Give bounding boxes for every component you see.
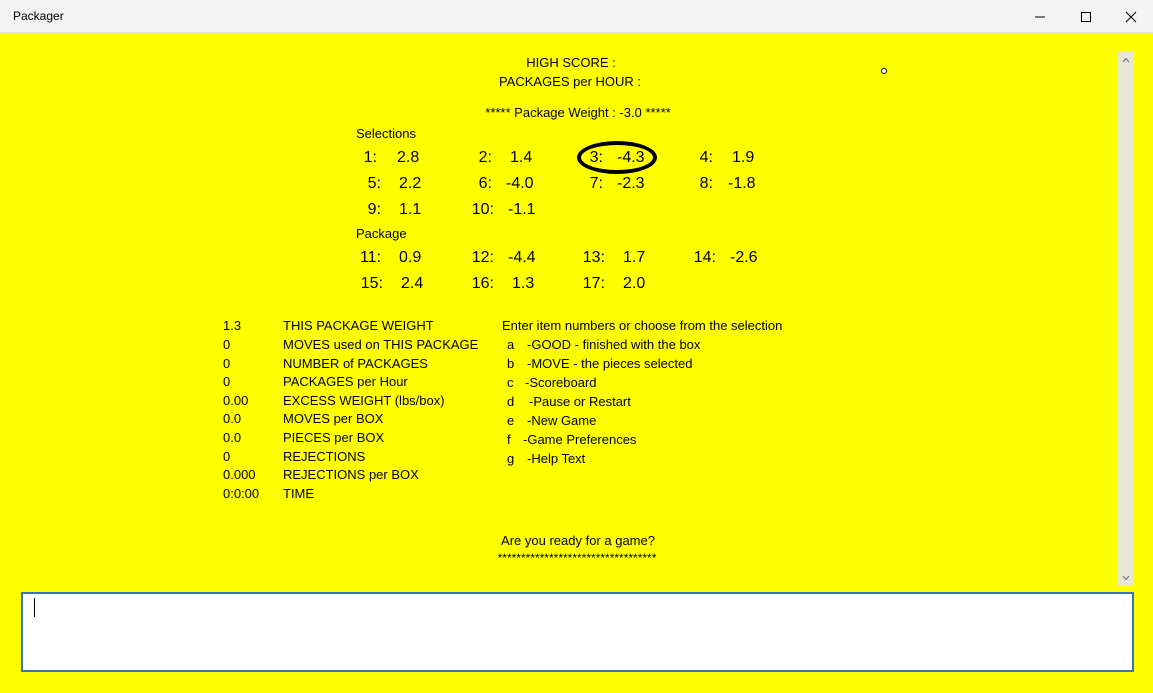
mouse-pointer-icon — [881, 68, 887, 74]
selection-value[interactable]: 2.2 — [399, 175, 422, 192]
package-value[interactable]: 2.4 — [401, 275, 424, 292]
stat-value: 1.3 — [223, 318, 242, 333]
stars-divider: ********************************** — [497, 551, 657, 565]
stat-value: 0 — [223, 356, 231, 371]
stat-value: 0.0 — [223, 430, 242, 445]
package-label: Package — [356, 226, 407, 241]
menu-option-preferences[interactable]: -Game Preferences — [523, 432, 637, 447]
package-number: 12: — [471, 249, 494, 266]
selection-number: 10: — [471, 201, 494, 218]
ready-prompt: Are you ready for a game? — [501, 533, 655, 548]
chevron-down-icon — [1122, 575, 1130, 581]
selection-value[interactable]: -2.3 — [617, 175, 645, 192]
package-value[interactable]: 1.7 — [623, 249, 646, 266]
maximize-icon — [1080, 11, 1092, 23]
package-value[interactable]: 2.0 — [623, 275, 646, 292]
menu-key: d — [507, 394, 515, 409]
stat-label: THIS PACKAGE WEIGHT — [283, 318, 434, 333]
selection-value[interactable]: -4.3 — [617, 149, 645, 166]
title-bar — [0, 0, 1153, 33]
package-number: 16: — [471, 275, 494, 292]
stat-value: 0.00 — [223, 393, 249, 408]
stat-label: TIME — [283, 486, 315, 501]
package-value[interactable]: 0.9 — [399, 249, 422, 266]
maximize-button[interactable] — [1063, 0, 1109, 33]
package-number: 11: — [359, 249, 381, 266]
stat-value: 0 — [223, 337, 231, 352]
selection-value[interactable]: -1.1 — [508, 201, 536, 218]
stat-label: EXCESS WEIGHT (lbs/box) — [283, 393, 445, 408]
high-score-label: HIGH SCORE : — [526, 55, 616, 70]
menu-key: a — [507, 337, 515, 352]
command-input[interactable] — [21, 592, 1134, 672]
menu-option-good[interactable]: -GOOD - finished with the box — [527, 337, 701, 352]
stat-label: MOVES used on THIS PACKAGE — [283, 337, 479, 352]
package-value[interactable]: 1.3 — [512, 275, 535, 292]
menu-key: f — [507, 432, 511, 447]
menu-key: b — [507, 356, 515, 371]
window-title: Packager — [13, 9, 64, 23]
stat-label: REJECTIONS per BOX — [283, 467, 419, 482]
package-number: 13: — [582, 249, 605, 266]
selection-value[interactable]: 1.4 — [510, 149, 533, 166]
stat-value: 0.000 — [223, 467, 256, 482]
selection-value[interactable]: 1.1 — [399, 201, 422, 218]
selection-value[interactable]: -1.8 — [728, 175, 756, 192]
menu-option-help[interactable]: -Help Text — [527, 451, 586, 466]
chevron-up-icon — [1122, 57, 1130, 63]
minimize-button[interactable] — [1017, 0, 1063, 33]
selection-value[interactable]: 1.9 — [732, 149, 755, 166]
close-icon — [1125, 11, 1137, 23]
scrollbar[interactable] — [1118, 52, 1134, 586]
selection-number: 8: — [699, 175, 713, 192]
menu-option-scoreboard[interactable]: -Scoreboard — [525, 375, 597, 390]
selected-item-highlight — [577, 141, 657, 174]
packages-per-hour-label: PACKAGES per HOUR : — [498, 74, 642, 89]
menu-option-move[interactable]: -MOVE - the pieces selected — [527, 356, 693, 371]
package-value[interactable]: -2.6 — [730, 249, 758, 266]
stat-value: 0.0 — [223, 411, 242, 426]
menu-key: g — [507, 451, 515, 466]
selection-number: 1: — [363, 149, 377, 166]
selection-value[interactable]: -4.0 — [506, 175, 534, 192]
selection-number: 7: — [589, 175, 603, 192]
stat-label: REJECTIONS — [283, 449, 366, 464]
selection-number: 3: — [589, 149, 603, 166]
scroll-down-button[interactable] — [1118, 571, 1134, 585]
menu-option-pause[interactable]: -Pause or Restart — [529, 394, 631, 409]
selection-number: 4: — [699, 149, 713, 166]
menu-heading: Enter item numbers or choose from the selection — [502, 318, 783, 333]
stat-value: 0 — [223, 374, 231, 389]
selection-number: 5: — [367, 175, 381, 192]
scroll-up-button[interactable] — [1118, 53, 1134, 67]
selections-label: Selections — [356, 126, 416, 141]
package-weight-banner: ***** Package Weight : -3.0 ***** — [485, 105, 671, 120]
stat-label: NUMBER of PACKAGES — [283, 356, 428, 371]
menu-option-new-game[interactable]: -New Game — [527, 413, 597, 428]
package-number: 15: — [360, 275, 383, 292]
package-number: 14: — [693, 249, 716, 266]
package-value[interactable]: -4.4 — [508, 249, 536, 266]
menu-key: e — [507, 413, 515, 428]
minimize-icon — [1034, 11, 1046, 23]
selection-value[interactable]: 2.8 — [397, 149, 420, 166]
menu-key: c — [507, 375, 514, 390]
stat-label: MOVES per BOX — [283, 411, 384, 426]
selection-number: 9: — [367, 201, 381, 218]
selection-number: 6: — [478, 175, 492, 192]
stat-label: PIECES per BOX — [283, 430, 385, 445]
selection-number: 2: — [478, 149, 492, 166]
package-number: 17: — [582, 275, 605, 292]
stat-value: 0 — [223, 449, 231, 464]
close-button[interactable] — [1108, 0, 1153, 33]
text-caret — [34, 598, 35, 617]
stat-value: 0:0:00 — [223, 486, 260, 501]
stat-label: PACKAGES per Hour — [283, 374, 408, 389]
